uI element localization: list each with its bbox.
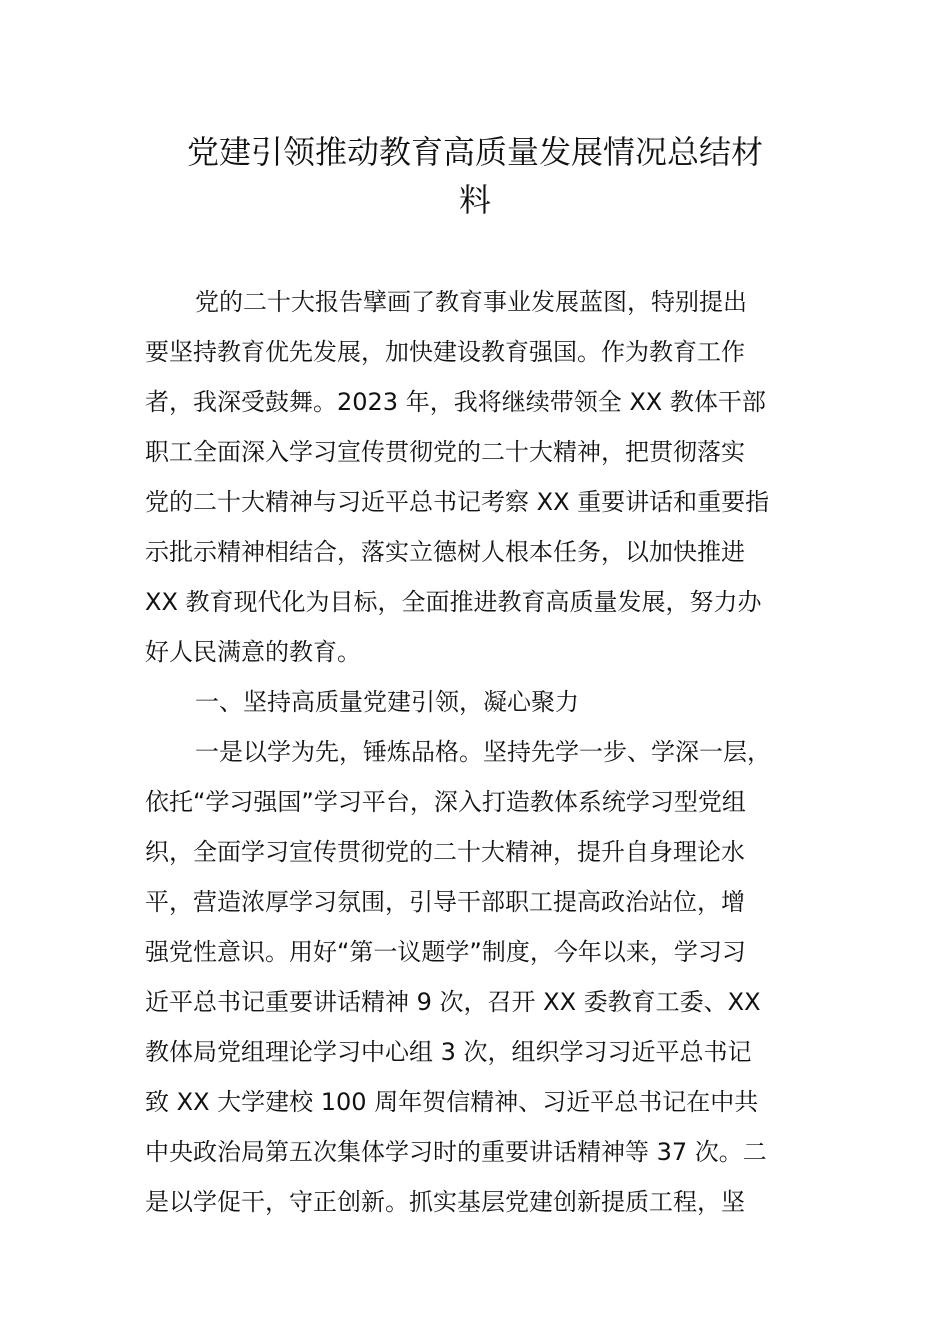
paragraph-line: 平，营造浓厚学习氛围，引导干部职工提高政治站位，增 — [145, 888, 745, 916]
paragraph-line: XX 教育现代化为目标，全面推进教育高质量发展，努力办 — [145, 588, 762, 616]
paragraph-line: 要坚持教育优先发展，加快建设教育强国。作为教育工作 — [145, 338, 745, 366]
title-line-1: 党建引领推动教育高质量发展情况总结材 — [186, 133, 763, 171]
paragraph-line: 教体局党组理论学习中心组 3 次，组织学习习近平总书记 — [145, 1038, 752, 1066]
paragraph-line: 依托“学习强国”学习平台，深入打造教体系统学习型党组 — [145, 788, 746, 816]
paragraph-line: 一是以学为先，锤炼品格。坚持先学一步、学深一层， — [195, 738, 771, 766]
paragraph-line: 党的二十大报告擘画了教育事业发展蓝图，特别提出 — [195, 288, 747, 316]
paragraph-line: 强党性意识。用好“第一议题学”制度，今年以来，学习习 — [145, 938, 746, 966]
paragraph-line: 者，我深受鼓舞。2023 年，我将继续带领全 XX 教体干部 — [145, 388, 766, 416]
document-body — [145, 277, 805, 1227]
paragraph-line: 是以学促干，守正创新。抓实基层党建创新提质工程，坚 — [145, 1188, 745, 1216]
paragraph-line: 好人民满意的教育。 — [145, 638, 361, 666]
paragraph-line: 近平总书记重要讲话精神 9 次，召开 XX 委教育工委、XX — [145, 988, 761, 1016]
paragraph-line: 示批示精神相结合，落实立德树人根本任务，以加快推进 — [145, 538, 745, 566]
paragraph-line: 职工全面深入学习宣传贯彻党的二十大精神，把贯彻落实 — [145, 438, 745, 466]
paragraph-line: 中央政治局第五次集体学习时的重要讲话精神等 37 次。二 — [145, 1138, 767, 1166]
paragraph-line: 致 XX 大学建校 100 周年贺信精神、习近平总书记在中共 — [145, 1088, 759, 1116]
paragraph-line: 党的二十大精神与习近平总书记考察 XX 重要讲话和重要指 — [145, 488, 770, 516]
title-line-2: 料 — [458, 181, 491, 219]
document-title — [145, 128, 805, 224]
section-heading: 一、坚持高质量党建引领，凝心聚力 — [195, 688, 579, 716]
paragraph-line: 织，全面学习宣传贯彻党的二十大精神，提升自身理论水 — [145, 838, 745, 866]
